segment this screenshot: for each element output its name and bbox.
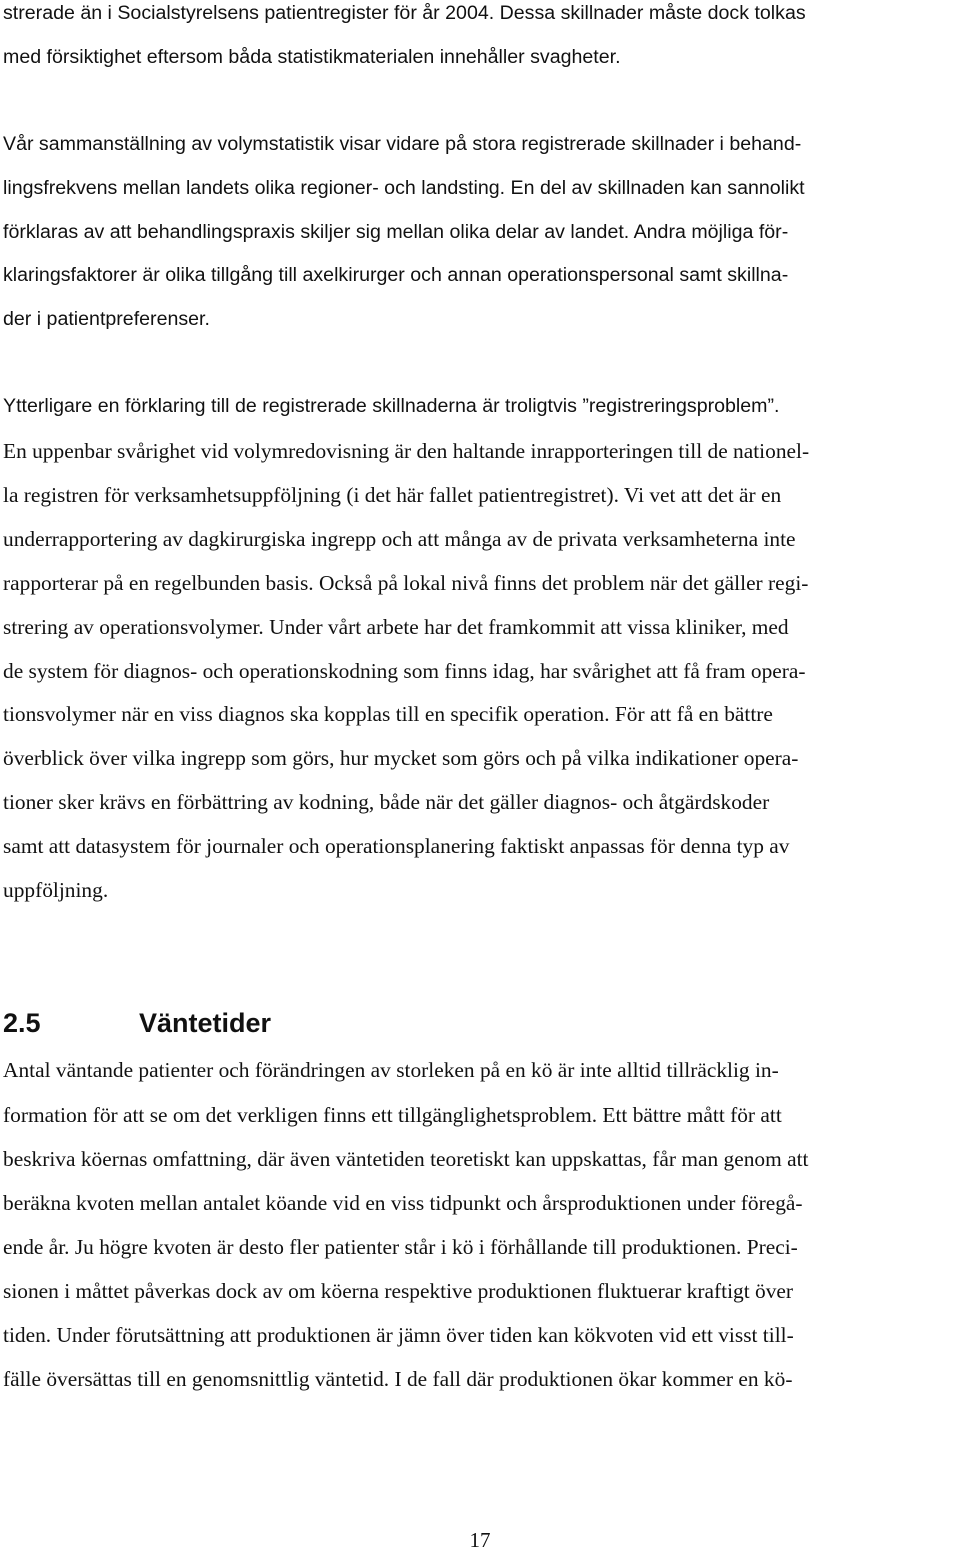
text-line: der i patientpreferenser. [3,308,210,330]
text-line: strerade än i Socialstyrelsens patientregister för år 2004. Dessa skillnader måste dock tolkas [3,2,806,24]
text-line: Vår sammanställning av volymstatistik visar vidare på stora registrerade skillnader i behand- [3,133,802,155]
text-line: En uppenbar svårighet vid volymredovisning är den haltande inrapporteringen till de nationel- [3,439,810,463]
text-line: Antal väntande patienter och förändringen av storleken på en kö är inte alltid tillräcklig in- [3,1058,779,1082]
text-line: de system för diagnos- och operationskodning som finns idag, har svårighet att få fram opera- [3,659,806,683]
text-line: överblick över vilka ingrepp som görs, hur mycket som görs och på vilka indikationer opera- [3,746,799,770]
text-line: klaringsfaktorer är olika tillgång till axelkirurger och annan operationspersonal samt skillna- [3,264,789,286]
text-line: tiden. Under förutsättning att produktionen är jämn över tiden kan kökvoten vid ett visst till- [3,1323,794,1347]
text-line: med försiktighet eftersom båda statistikmaterialen innehåller svagheter. [3,46,621,68]
text-line: underrapportering av dagkirurgiska ingrepp och att många av de privata verksamheterna inte [3,527,796,551]
text-line: formation för att se om det verkligen finns ett tillgänglighetsproblem. Ett bättre mått för att [3,1103,782,1127]
text-line: förklaras av att behandlingspraxis skiljer sig mellan olika delar av landet. Andra möjliga för- [3,221,789,243]
text-line: uppföljning. [3,878,109,902]
text-line: beräkna kvoten mellan antalet köande vid en viss tidpunkt och årsproduktionen under föregå- [3,1191,803,1215]
page-number: 17 [469,1528,491,1552]
text-line: la registren för verksamhetsuppföljning (i det här fallet patientregistret). Vi vet att det är en [3,483,782,507]
text-line: ende år. Ju högre kvoten är desto fler patienter står i kö i förhållande till produktionen. Preci- [3,1235,798,1259]
text-line: Ytterligare en förklaring till de registrerade skillnaderna är troligtvis ”registreringsproblem”. [3,395,780,417]
text-line: samt att datasystem för journaler och operationsplanering faktiskt anpassas för denna typ av [3,834,790,858]
text-line: tioner sker krävs en förbättring av kodning, både när det gäller diagnos- och åtgärdskoder [3,790,770,814]
text-line: strering av operationsvolymer. Under vårt arbete har det framkommit att vissa kliniker, med [3,615,789,639]
text-line: lingsfrekvens mellan landets olika regioner- och landsting. En del av skillnaden kan sannolikt [3,177,805,199]
text-line: rapporterar på en regelbunden basis. Också på lokal nivå finns det problem när det gäller regi- [3,571,809,595]
text-line: sionen i måttet påverkas dock av om köerna respektive produktionen fluktuerar kraftigt över [3,1279,794,1303]
text-line: beskriva köernas omfattning, där även väntetiden teoretiskt kan uppskattas, får man genom att [3,1147,809,1171]
text-line: tionsvolymer när en viss diagnos ska kopplas till en specifik operation. För att få en bättre [3,702,773,726]
section-heading [3,1010,271,1037]
text-line: fälle översättas till en genomsnittlig väntetid. I de fall där produktionen ökar kommer en kö- [3,1367,793,1391]
section-number: 2.5 [3,1008,41,1038]
section-title: Väntetider [139,1008,272,1038]
